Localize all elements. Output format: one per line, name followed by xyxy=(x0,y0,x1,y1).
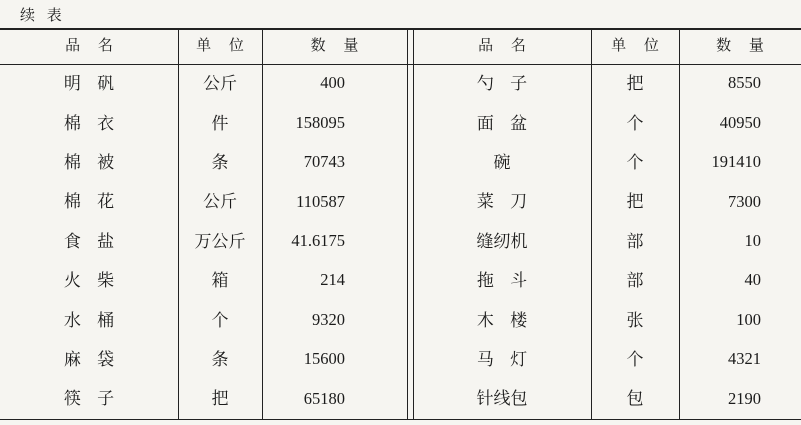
unit-cell: 万公斤 xyxy=(194,231,246,251)
double-rule-left xyxy=(407,28,408,420)
unit-cell: 个 xyxy=(626,113,644,133)
item-name-cell: 拖 斗 xyxy=(476,271,528,291)
item-name-cell: 针线包 xyxy=(476,389,528,409)
unit-cell: 件 xyxy=(211,113,229,133)
item-name-cell: 火 柴 xyxy=(63,271,115,291)
header-unit: 单 位 xyxy=(611,37,659,54)
item-name-cell: 棉 花 xyxy=(63,192,115,212)
quantity-cell: 40950 xyxy=(719,112,761,132)
unit-cell: 个 xyxy=(626,349,644,369)
item-name-cell: 碗 xyxy=(493,152,511,172)
item-name-cell: 缝纫机 xyxy=(476,231,528,251)
column-rule xyxy=(591,28,592,420)
header-item-name: 品 名 xyxy=(478,37,526,54)
quantity-cell: 41.6175 xyxy=(291,231,345,250)
quantity-cell: 4321 xyxy=(728,349,761,369)
unit-cell: 公斤 xyxy=(203,192,237,212)
item-name-cell: 菜 刀 xyxy=(476,192,528,212)
item-name-cell: 勺 子 xyxy=(476,74,528,94)
unit-cell: 公斤 xyxy=(203,74,237,94)
column-rule xyxy=(679,28,680,420)
unit-cell: 把 xyxy=(626,74,644,94)
header-quantity: 数 量 xyxy=(716,37,764,54)
header-item-name: 品 名 xyxy=(65,37,113,54)
unit-cell: 个 xyxy=(211,310,229,330)
header-quantity: 数 量 xyxy=(310,37,359,54)
quantity-cell: 9320 xyxy=(312,309,345,329)
unit-cell: 个 xyxy=(626,152,644,172)
header-bottom-rule xyxy=(0,64,801,65)
inventory-table xyxy=(0,28,801,420)
quantity-cell: 70743 xyxy=(303,152,345,172)
item-name-cell: 麻 袋 xyxy=(63,349,115,369)
item-name-cell: 马 灯 xyxy=(476,349,528,369)
quantity-cell: 40 xyxy=(744,270,761,290)
item-name-cell: 明 矾 xyxy=(63,74,115,94)
header-unit: 单 位 xyxy=(196,37,244,54)
quantity-cell: 8550 xyxy=(728,73,761,93)
quantity-cell: 100 xyxy=(736,309,761,329)
table-top-rule xyxy=(0,28,801,30)
column-rule xyxy=(262,28,263,420)
unit-cell: 包 xyxy=(626,389,644,409)
quantity-cell: 110587 xyxy=(296,191,345,211)
unit-cell: 把 xyxy=(626,192,644,212)
item-name-cell: 面 盆 xyxy=(476,113,528,133)
quantity-cell: 400 xyxy=(320,73,345,93)
unit-cell: 条 xyxy=(211,152,229,172)
quantity-cell: 10 xyxy=(744,231,761,250)
item-name-cell: 水 桶 xyxy=(63,310,115,330)
item-name-cell: 木 楼 xyxy=(476,310,528,330)
quantity-cell: 158095 xyxy=(295,112,345,132)
quantity-cell: 15600 xyxy=(303,349,345,369)
quantity-cell: 7300 xyxy=(728,191,761,211)
item-name-cell: 棉 衣 xyxy=(63,113,115,133)
page-label: 续 表 xyxy=(20,8,62,24)
unit-cell: 部 xyxy=(626,231,644,251)
table-bottom-rule xyxy=(0,419,801,420)
quantity-cell: 191410 xyxy=(711,152,761,172)
unit-cell: 部 xyxy=(626,271,644,291)
unit-cell: 箱 xyxy=(211,271,229,291)
item-name-cell: 筷 子 xyxy=(63,389,115,409)
item-name-cell: 棉 被 xyxy=(63,152,115,172)
item-name-cell: 食 盐 xyxy=(63,231,115,251)
double-rule-right xyxy=(413,28,414,420)
unit-cell: 张 xyxy=(626,310,644,330)
quantity-cell: 65180 xyxy=(303,388,345,408)
quantity-cell: 214 xyxy=(320,270,345,290)
unit-cell: 条 xyxy=(211,349,229,369)
column-rule xyxy=(178,28,179,420)
unit-cell: 把 xyxy=(211,389,229,409)
table-grid xyxy=(0,28,801,419)
quantity-cell: 2190 xyxy=(728,388,761,408)
